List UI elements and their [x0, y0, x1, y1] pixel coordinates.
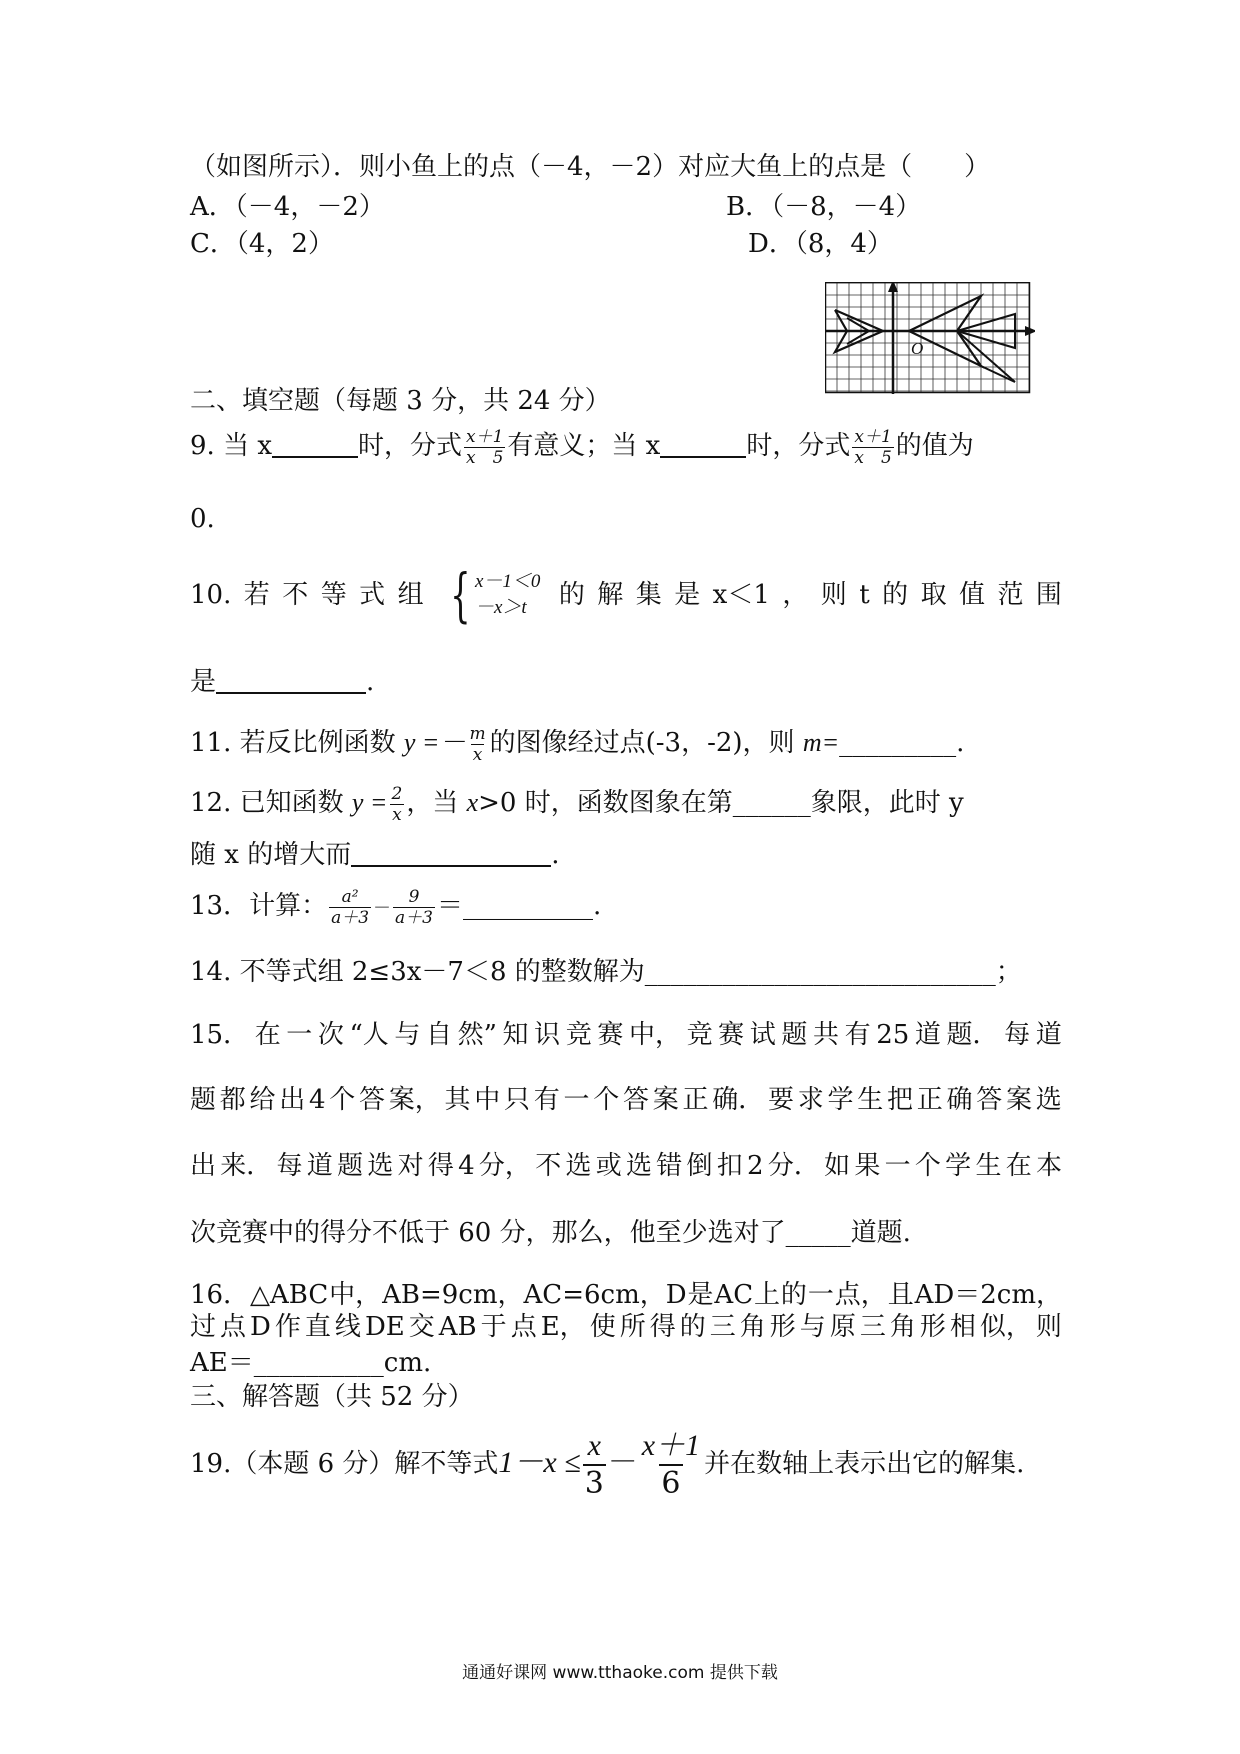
q13-frac2-numerator: 9 [408, 886, 420, 907]
q10-text-13: t [859, 580, 870, 610]
q15-line1-word: 15． [190, 1020, 250, 1050]
q16-line2-word: 与 [799, 1312, 826, 1342]
q15-line3-word: 或 [595, 1151, 622, 1181]
q15-line1-word: 竞 [686, 1020, 713, 1050]
q10-inequality-system [442, 561, 541, 629]
q12-text-3: >0 时，函数图象在第______象限，此时 y [478, 788, 964, 818]
q9-frac1-numerator: x＋1 [466, 426, 504, 447]
q13-text-2: ＝__________. [437, 891, 602, 921]
q9-line1 [190, 424, 974, 468]
q15-line1-word: 然” [457, 1020, 497, 1050]
q15-line3-word: 4 [458, 1151, 475, 1181]
q15-line2-word: 其 [444, 1085, 471, 1115]
q15-line2-word: 答 [359, 1085, 386, 1115]
q10-line2 [190, 665, 374, 699]
fish-grid-figure [825, 282, 1035, 394]
q16-line2-word: 角 [889, 1312, 916, 1342]
q16-line2-word: 所 [619, 1312, 646, 1342]
q15-line3-word: 来． [220, 1151, 273, 1181]
q16-line2-word: D [250, 1312, 271, 1342]
q15-line1-word: 知 [502, 1020, 529, 1050]
q11-frac-denominator: x [472, 744, 483, 765]
q15-line3-word: 得 [427, 1151, 454, 1181]
q14-answer-blank: ___________________________； [644, 957, 1022, 987]
q15-line2-word: 只 [504, 1085, 531, 1115]
q15-line2-word: 题 [190, 1085, 217, 1115]
q15-line4: 次竞赛中的得分不低于 60 分，那么，他至少选对了_____道题. [190, 1218, 911, 1248]
q19-minus: － [607, 1445, 638, 1480]
q16-line1-word: AD＝2cm， [914, 1280, 1062, 1310]
q10-text-3: 等 [320, 580, 347, 610]
q15-line1-word: 共 [813, 1020, 840, 1050]
q15-line2-word: 把 [887, 1085, 914, 1115]
q9-text-2: 时，分式 [358, 431, 463, 461]
q16-line2-word: 的 [679, 1312, 706, 1342]
q8-option-a: A．（－4，－2） [190, 192, 385, 222]
q10-line1 [190, 561, 1062, 629]
q13-fraction-1 [329, 887, 371, 928]
q15-line2-word: 案 [652, 1085, 679, 1115]
q15-line1-word: 每 [1004, 1020, 1031, 1050]
q12-frac-denominator: x [392, 804, 402, 825]
q13-fraction-2 [393, 887, 435, 928]
q15-line3-word: 分， [478, 1151, 531, 1181]
q10-line2-suffix: . [366, 667, 375, 697]
q15-line3-word: 不 [535, 1151, 562, 1181]
q10-text-6: 的 [558, 580, 585, 610]
q13-text-1: 13．计算： [190, 891, 328, 921]
q16-line1-word: 上 [754, 1280, 781, 1310]
q16-line2-word: 相 [949, 1312, 976, 1342]
q12-text-2: ，当 [406, 788, 467, 818]
q15-line1-word: 有 [844, 1020, 871, 1050]
q10-text-7: 解 [597, 580, 624, 610]
q15-line1 [190, 1018, 1062, 1052]
page-footer: 通通好课网 www.tthaoke.com 提供下载 [462, 1663, 778, 1683]
q15-line3-word: 错 [656, 1151, 683, 1181]
q9-frac2-denominator: x 5 [854, 447, 892, 468]
q15-line2-word: 学 [827, 1085, 854, 1115]
q16-line2-word: 则 [1035, 1312, 1062, 1342]
q15-line2-word: 出 [279, 1085, 306, 1115]
q15-line1-word: 中， [628, 1020, 681, 1050]
q15-line3-word: 本 [1035, 1151, 1062, 1181]
q10-answer-blank [216, 666, 366, 694]
origin-label: O [911, 339, 924, 358]
q14-text: 14. 不等式组 2≤3x－7＜8 的整数解为 [190, 957, 645, 987]
q9-fraction-2 [852, 427, 893, 468]
q10-text-2: 不 [282, 580, 309, 610]
q9-text-5: 的值为 [895, 431, 974, 461]
q15-line1-word: 一 [286, 1020, 313, 1050]
q16-line2-word: 点 [220, 1312, 247, 1342]
q15-line3-word: 选 [625, 1151, 652, 1181]
q15-line3-word: 每 [276, 1151, 303, 1181]
q10-text-17: 范 [997, 580, 1024, 610]
q15-line2-word: 答 [623, 1085, 650, 1115]
q10-text-11: ， [782, 580, 809, 610]
q19-frac1-numerator: x [587, 1429, 601, 1462]
q15-line1-word: 与 [394, 1020, 421, 1050]
q15-line2-word: 求 [797, 1085, 824, 1115]
q10-text-1: 若 [243, 580, 270, 610]
q15-line3-word: 如 [824, 1151, 851, 1181]
q16-line2-word: 形 [769, 1312, 796, 1342]
q11-text-2: 的图像经过点(-3，-2)，则 [489, 728, 803, 758]
q15-line3-word: 一 [884, 1151, 911, 1181]
q15-line2-word: 都 [219, 1085, 246, 1115]
q13-frac2-denominator: a＋3 [395, 907, 433, 928]
q15-line1-word: 赛 [597, 1020, 624, 1050]
q15-line2-word: 个 [329, 1085, 356, 1115]
big-fish-fin-edge [981, 366, 1015, 382]
q15-line3-word: 果 [854, 1151, 881, 1181]
q11-m-equals: m= [802, 728, 840, 757]
q9-blank-2 [660, 430, 746, 458]
q19-fraction-1 [583, 1428, 606, 1502]
q9-text-4: 时，分式 [746, 431, 851, 461]
q15-line2-word: 选 [1035, 1085, 1062, 1115]
q16-line1-word: 且 [887, 1280, 914, 1310]
q9-line2: 0. [190, 504, 215, 534]
q12-line2 [190, 838, 559, 872]
q13-frac1-denominator: a＋3 [331, 907, 370, 928]
q15-line1-word: 次 [317, 1020, 344, 1050]
q15-line2-word: 4 [309, 1085, 326, 1115]
q16-line2-word: AB [438, 1312, 477, 1342]
q15-line3 [190, 1149, 1062, 1183]
coordinate-grid [825, 282, 1029, 392]
q15-line2-word: 要 [768, 1085, 795, 1115]
y-axis-arrow-icon [888, 282, 898, 292]
q12-x-variable: x [466, 788, 479, 817]
q12-y-equals: y = [351, 788, 388, 817]
q10-text-5: 组 [397, 580, 424, 610]
q10-text-16: 值 [959, 580, 986, 610]
q13-frac1-numerator: a² [341, 886, 359, 907]
q15-line3-word: 2 [747, 1151, 764, 1181]
q16-line2-word: 于 [480, 1312, 507, 1342]
q19-frac1-denominator: 3 [584, 1466, 604, 1501]
q19-text-2: 并在数轴上表示出它的解集. [704, 1449, 1025, 1479]
q15-line1-word: 在 [254, 1020, 281, 1050]
q16-line2-word: 交 [408, 1312, 435, 1342]
q19-lhs: 1－x ≤ [498, 1446, 581, 1479]
q15-line3-word: 选 [367, 1151, 394, 1181]
q9-blank-1 [272, 430, 358, 458]
q16-line2-word: 三 [859, 1312, 886, 1342]
q16-line2-word: DE [364, 1312, 405, 1342]
q11-frac-numerator: m [469, 723, 486, 744]
q12-text-1: 12. 已知函数 [190, 788, 352, 818]
q16-line1-word: AB=9cm，AC=6cm，D [382, 1280, 687, 1310]
q15-line2-word: 个 [593, 1085, 620, 1115]
q10-brace: { [450, 561, 471, 629]
q11-text-1: 11. 若反比例函数 [190, 728, 404, 758]
q15-line3-word: 扣 [716, 1151, 743, 1181]
q8-stem: （如图所示）．则小鱼上的点（－4，－2）对应大鱼上的点是（ ） [190, 152, 991, 182]
q10-text-15: 取 [920, 580, 947, 610]
q10-system-row-1: x－1＜0 [474, 571, 541, 592]
section-3-title: 三、解答题（共 52 分） [190, 1382, 474, 1412]
q16-line2-word: E， [540, 1312, 586, 1342]
q15-line2-word: 答 [976, 1085, 1003, 1115]
q15-line2-word: 一 [563, 1085, 590, 1115]
q16-line3: AE＝__________cm. [190, 1348, 432, 1378]
q15-line1-word: 试 [749, 1020, 776, 1050]
q10-text-9: 是 [674, 580, 701, 610]
q15-line3-word: 倒 [686, 1151, 713, 1181]
q19-fraction-2 [640, 1428, 702, 1502]
q11-line [190, 720, 964, 766]
q15-line1-word: 题． [946, 1020, 999, 1050]
q16-line2-word: 角 [739, 1312, 766, 1342]
q13-line [190, 880, 601, 935]
q10-text-8: 集 [635, 580, 662, 610]
q15-line2-word: 有 [533, 1085, 560, 1115]
q8-option-c: C．（4，2） [190, 229, 334, 259]
q12-line2-prefix: 随 x 的增大而 [190, 840, 352, 870]
q10-text-0: 10. [190, 580, 232, 610]
q10-text-14: 的 [882, 580, 909, 610]
q16-line2-word: 点 [510, 1312, 537, 1342]
q16-line2-word: 形 [919, 1312, 946, 1342]
q8-option-d: D．（8，4） [748, 229, 893, 259]
q15-line1-word: 识 [534, 1020, 561, 1050]
q16-line1-word: 一 [807, 1280, 834, 1310]
q16-line1-word: 16． [190, 1280, 250, 1310]
q16-line1-word: △ABC [250, 1280, 329, 1310]
q15-line1-word: 道 [914, 1020, 941, 1050]
q15-line3-word: 选 [565, 1151, 592, 1181]
q16-line2-word: 过 [190, 1312, 217, 1342]
q15-line2-word: 确． [712, 1085, 765, 1115]
q16-line2-word: 原 [829, 1312, 856, 1342]
q10-text-18: 围 [1035, 580, 1062, 610]
q15-line1-word: 道 [1035, 1020, 1062, 1050]
q15-line2-word: 案， [388, 1085, 441, 1115]
q16-line2-word: 线 [334, 1312, 361, 1342]
q12-line1 [190, 780, 964, 826]
q15-line3-word: 在 [1005, 1151, 1032, 1181]
q16-line1-word: 点， [834, 1280, 887, 1310]
q10-text-12: 则 [820, 580, 847, 610]
q16-line2-word: 直 [304, 1312, 331, 1342]
q12-line2-suffix: . [551, 840, 560, 870]
q15-line2-word: 案 [1006, 1085, 1033, 1115]
q11-text-3: _________. [839, 728, 965, 758]
q15-line1-word: “人 [349, 1020, 389, 1050]
q15-line2-word: 确 [946, 1085, 973, 1115]
q15-line1-word: 自 [426, 1020, 453, 1050]
q15-line1-word: 竞 [565, 1020, 592, 1050]
q19-line [190, 1420, 1024, 1507]
q9-text-3: 有意义；当 x [507, 431, 661, 461]
q16-line2 [190, 1310, 1062, 1344]
q16-line2-word: 使 [589, 1312, 616, 1342]
q10-text-10: x＜1 [712, 580, 770, 610]
q15-line2-word: 正 [916, 1085, 943, 1115]
q15-line3-word: 题 [337, 1151, 364, 1181]
q16-line1-word: AC [714, 1280, 754, 1310]
q15-line1-word: 赛 [718, 1020, 745, 1050]
q16-line2-word: 得 [649, 1312, 676, 1342]
q15-line2-word: 生 [857, 1085, 884, 1115]
q11-fraction [467, 724, 487, 765]
q15-line2 [190, 1083, 1062, 1117]
q15-line3-word: 个 [914, 1151, 941, 1181]
q12-fraction [389, 784, 404, 825]
q9-text-1: 9. 当 x [190, 431, 272, 461]
q15-line2-word: 给 [249, 1085, 276, 1115]
q15-line2-word: 中 [474, 1085, 501, 1115]
q14-line [190, 955, 1022, 989]
q10-text-4: 式 [359, 580, 386, 610]
q15-line1-word: 25 [876, 1020, 910, 1050]
q16-line2-word: 作 [274, 1312, 301, 1342]
q15-line3-word: 学 [945, 1151, 972, 1181]
q16-line2-word: 三 [709, 1312, 736, 1342]
q9-frac2-numerator: x＋1 [854, 426, 892, 447]
q15-line3-word: 道 [306, 1151, 333, 1181]
q15-line3-word: 生 [975, 1151, 1002, 1181]
q9-fraction-1 [464, 427, 505, 468]
q10-system-row-2: －x＞t [474, 597, 527, 618]
q10-line2-prefix: 是 [190, 667, 217, 697]
q16-line1-word: 的 [780, 1280, 807, 1310]
q8-option-b: B．（－8，－4） [726, 192, 922, 222]
q15-line3-word: 分． [767, 1151, 820, 1181]
q9-frac1-denominator: x 5 [466, 447, 504, 468]
q12-answer-blank [351, 839, 551, 867]
q16-line2-word: 似， [979, 1312, 1032, 1342]
q11-y-equals: y =－ [403, 728, 466, 757]
q15-line3-word: 出 [190, 1151, 217, 1181]
q16-line1-word: 中， [329, 1280, 382, 1310]
q12-frac-numerator: 2 [391, 783, 403, 804]
q15-line1-word: 题 [781, 1020, 808, 1050]
q19-text-1: 19.（本题 6 分）解不等式 [190, 1449, 499, 1479]
q19-frac2-numerator: x＋1 [641, 1429, 701, 1462]
section-2-title: 二、填空题（每题 3 分，共 24 分） [190, 386, 611, 416]
q16-line1-word: 是 [687, 1280, 714, 1310]
q19-frac2-denominator: 6 [661, 1466, 681, 1501]
q15-line2-word: 正 [682, 1085, 709, 1115]
q15-line3-word: 对 [397, 1151, 424, 1181]
q13-minus: － [373, 898, 392, 919]
q16-line1 [190, 1278, 1062, 1312]
